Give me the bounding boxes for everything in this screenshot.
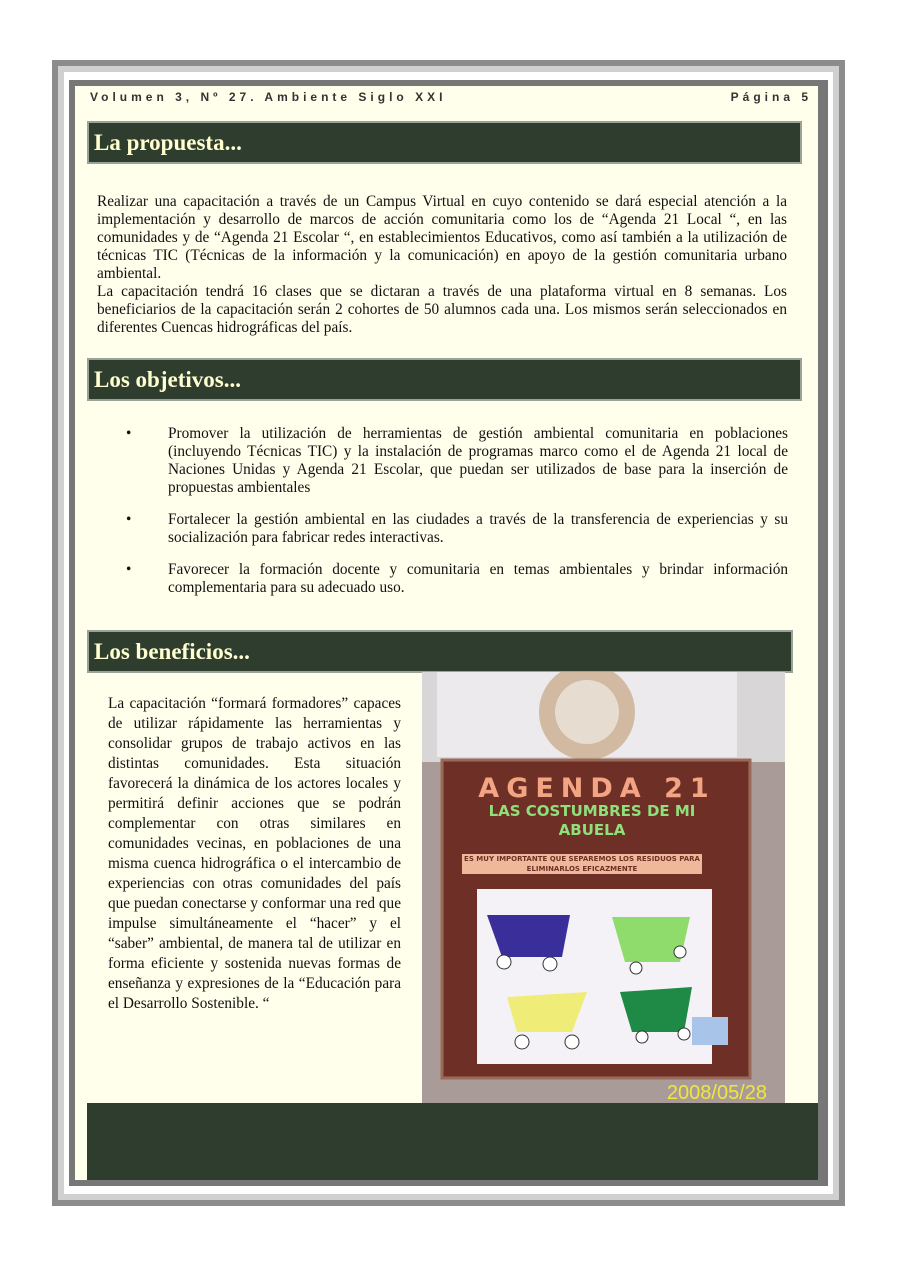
objectives-list (120, 425, 788, 611)
board-line: ES MUY IMPORTANTE QUE SEPAREMOS LOS RESIDUOS PARA ELIMINARLOS EFICAZMENTE (462, 854, 702, 874)
beneficios-text: La capacitación “formará formadores” capaces de utilizar rápidamente las herramientas y consolidar grupos de trabajo activos en las distintas comunidades. Esta situación favorecerá la dinámica de los actores locales y permitirá definir acciones que se podrán complementar con otras similares en comunidades vecinas, en poblaciones de una misma cuenca hidrográfica o el intercambio de experiencias con otras comunidades del país que puedan conectarse y conformar una red que impulse simultáneamente el “hacer” y el “saber” ambiental, de manera tal de utilizar en forma eficiente y sostenida nuevas formas de enseñanza y expresiones de la “Educación para el Desarrollo Sostenible. “ (108, 695, 401, 1012)
bullet-icon: • (126, 511, 132, 528)
page-number: Página 5 (730, 90, 812, 104)
section-heading-propuesta: La propuesta... (87, 121, 802, 164)
agenda21-board-photo (422, 672, 785, 1103)
board-title: AGENDA 21 (478, 773, 716, 804)
board-subtitle: LAS COSTUMBRES DE MI ABUELA (488, 802, 696, 839)
list-item: • Favorecer la formación docente y comunitaria en temas ambientales y brindar información complementaria para su adecuado uso. (126, 561, 788, 596)
list-item: • Fortalecer la gestión ambiental en las ciudades a través de la transferencia de experiencias y su socialización para fabricar redes interactivas. (126, 511, 788, 546)
section-heading-beneficios: Los beneficios... (87, 630, 793, 673)
propuesta-paragraph-1: Realizar una capacitación a través de un Campus Virtual en cuyo contenido se dará especial atención a la implementación y desarrollo de marcos de acción comunitaria como los de “Agenda 21 Local “, en las comunidades y de “Agenda 21 Escolar “, en establecimientos Educativos, como así también a la utilización de técnicas TIC (Técnicas de la información y la comunicación) en apoyo de la gestión comunitaria urbano ambiental. (97, 193, 787, 282)
propuesta-paragraph-2: La capacitación tendrá 16 clases que se dictaran a través de una plataforma virtual en 8 semanas. Los beneficiarios de la capacitación serán 2 cohortes de 50 alumnos cada una. Los mismos serán seleccionados en diferentes Cuencas hidrográficas del país. (97, 283, 787, 336)
propuesta-text (97, 193, 787, 337)
running-header (90, 90, 812, 104)
section-heading-objetivos: Los objetivos... (87, 358, 802, 401)
running-title: Volumen 3, Nº 27. Ambiente Siglo XXI (90, 90, 447, 104)
photo-date-stamp: 2008/05/28 (666, 1082, 767, 1103)
bullet-icon: • (126, 425, 132, 442)
bullet-icon: • (126, 561, 132, 578)
page-footer-bar (87, 1103, 818, 1180)
photo-illustration (422, 672, 785, 1103)
list-item: • Promover la utilización de herramientas de gestión ambiental comunitaria en poblaciones (incluyendo Técnicas TIC) y la instalación de programas marco como el de Agenda 21 local de Naciones Unidas y Agenda 21 Escolar, que puedan ser utilizados de base para la inserción de propuestas ambientales (126, 425, 788, 496)
